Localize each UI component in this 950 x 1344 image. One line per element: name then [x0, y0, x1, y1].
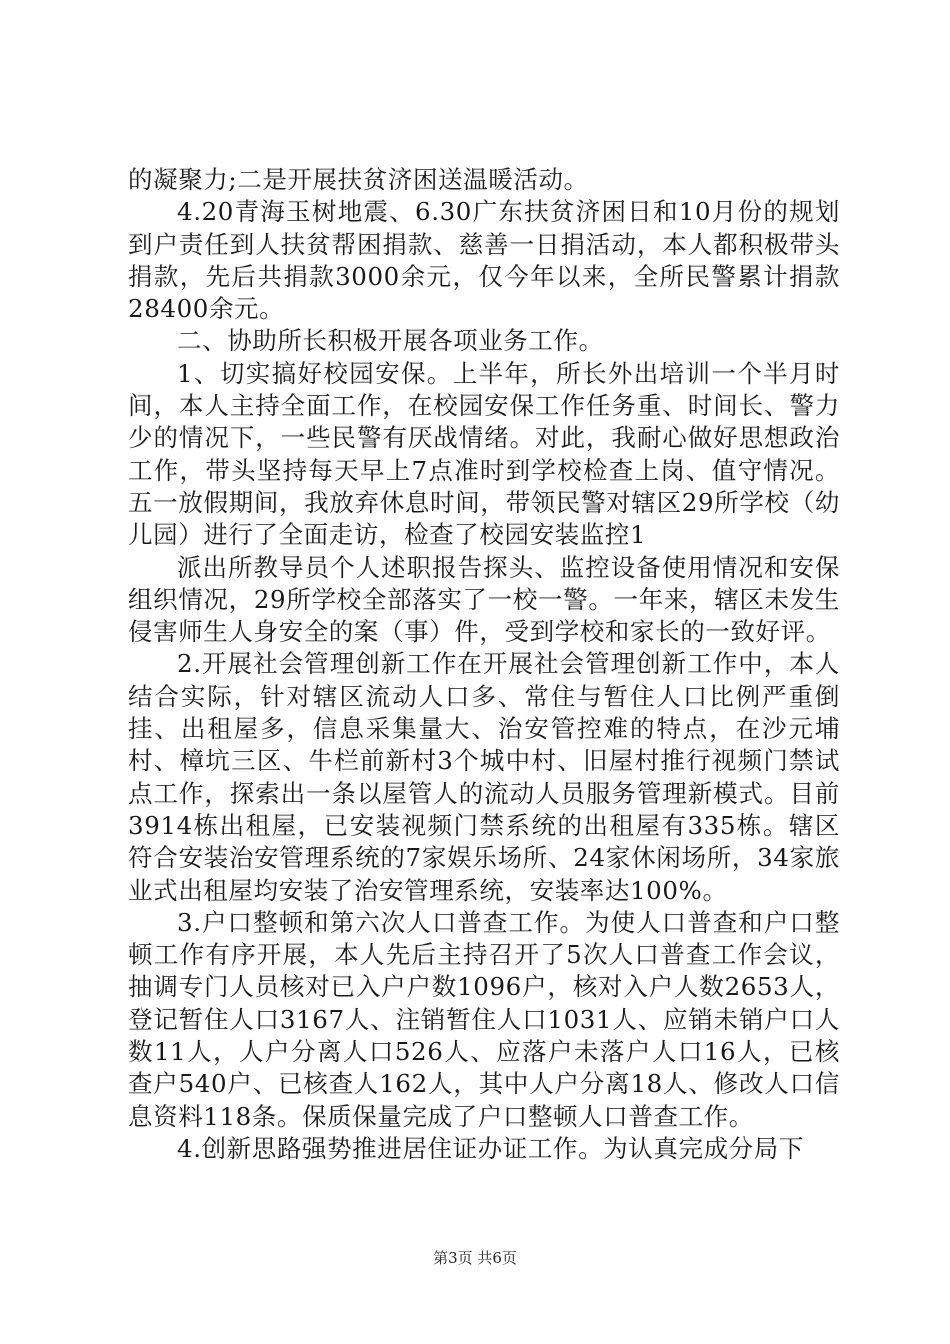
paragraph-continuation: 的凝聚力;二是开展扶贫济困送温暖活动。: [128, 165, 589, 194]
paragraph-donation: 4.20青海玉树地震、6.30广东扶贫济困日和10月份的规划到户责任到人扶贫帮困捐款、慈善一日捐活动，本人都积极带头捐款，先后共捐款3000余元，仅今年以来，全所民警累计捐款28400余元。: [128, 197, 840, 324]
page-number-footer: 第3页 共6页: [433, 1249, 517, 1267]
paragraph-campus-security-continued: 派出所教导员个人述职报告探头、监控设备使用情况和安保组织情况，29所学校全部落实了一校一警。一年来，辖区未发生侵害师生人身安全的案（事）件，受到学校和家长的一致好评。: [128, 552, 840, 647]
section-heading-business-work: 二、协助所长积极开展各项业务工作。: [177, 326, 604, 356]
paragraph-residence-permit: 4.创新思路强势推进居住证办证工作。为认真完成分局下: [177, 1133, 804, 1163]
paragraph-campus-security: 1、切实搞好校园安保。上半年，所长外出培训一个半月时间，本人主持全面工作，在校园安保工作任务重、时间长、警力少的情况下，一些民警有厌战情绪。对此，我耐心做好思想政治工作，带头坚持每天早上7点准时到学校检查上岗、值守情况。五一放假期间，我放弃休息时间，带领民警对辖区29所学校（幼儿园）进行了全面走访，检查了校园安装监控1: [128, 358, 840, 550]
paragraph-social-management: 2.开展社会管理创新工作在开展社会管理创新工作中，本人结合实际，针对辖区流动人口多、常住与暂住人口比例严重倒挂、出租屋多，信息采集量大、治安管控难的特点，在沙元埔村、樟坑三区、牛栏前新村3个城中村、旧屋村推行视频门禁试点工作，探索出一条以屋管人的流动人员服务管理新模式。目前3914栋出租屋，已安装视频门禁系统的出租屋有335栋。辖区符合安装治安管理系统的7家娱乐场所、24家休闲场所，34家旅业式出租屋均安装了治安管理系统，安装率达100%。: [128, 649, 840, 905]
document-body: [128, 164, 840, 1165]
paragraph-census: 3.户口整顿和第六次人口普查工作。为使人口普查和户口整顿工作有序开展，本人先后主持召开了5次人口普查工作会议，抽调专门人员核对已入户户数1096户，核对入户人数2653人，登记暂住人口3167人、注销暂住人口1031人、应销未销户口人数11人，人户分离人口526人、应落户未落户人口16人，已核查户540户、已核查人162人，其中人户分离18人、修改人口信息资料118条。保质保量完成了户口整顿人口普查工作。: [128, 907, 840, 1131]
